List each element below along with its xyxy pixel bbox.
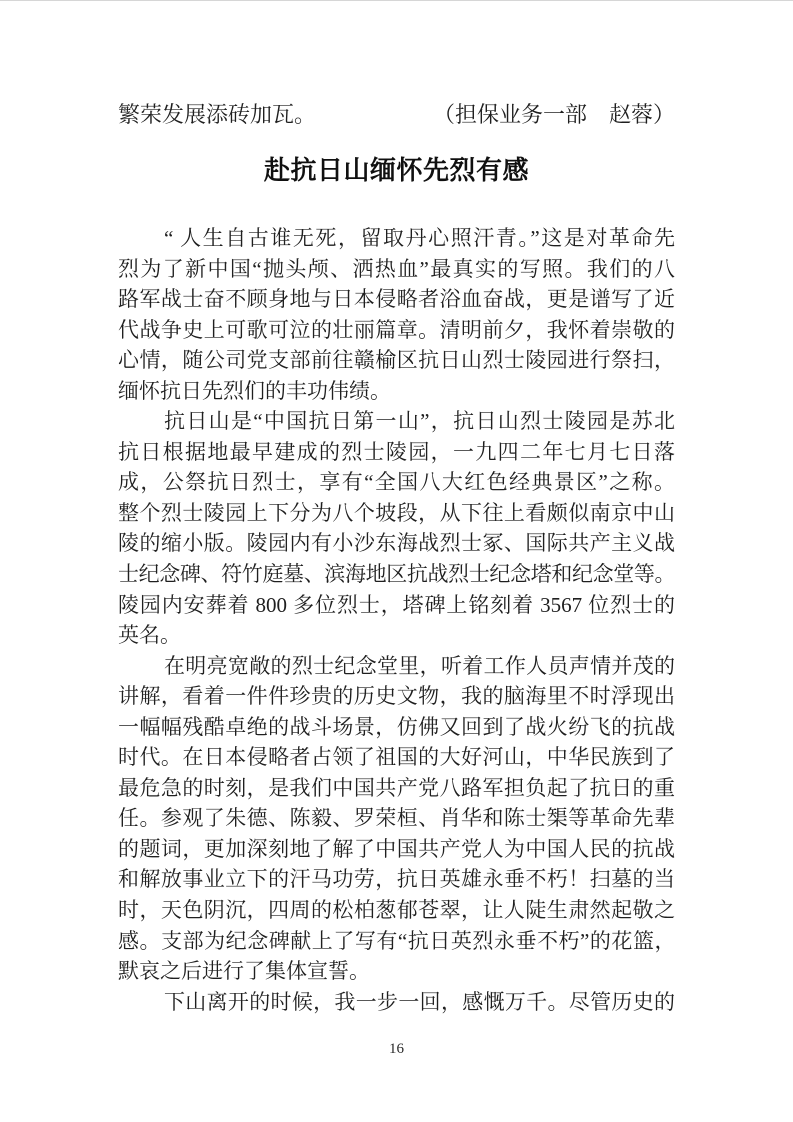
text-line: 下山离开的时候，我一步一回，感慨万千。尽管历史的	[164, 989, 675, 1014]
text-line: 在明亮宽敞的烈士纪念堂里，听着工作人员声情并茂的	[164, 653, 675, 678]
text-line: 抗日山是“中国抗日第一山”，抗日山烈士陵园是苏北	[164, 409, 675, 434]
text-line: 烈为了新中国“抛头颅、洒热血”最真实的写照。我们的八	[118, 256, 675, 281]
text-line: 和解放事业立下的汗马功劳，抗日英雄永垂不朽！扫墓的当	[118, 867, 675, 892]
text-line: 默哀之后进行了集体宣誓。	[118, 959, 370, 984]
author-attribution: （担保业务一部 赵蓉）	[432, 102, 675, 127]
text-line: 路军战士奋不顾身地与日本侵略者浴血奋战，更是谱写了近	[118, 287, 675, 312]
paragraph-2	[118, 406, 675, 650]
text-line: 整个烈士陵园上下分为八个坡段，从下往上看颇似南京中山	[118, 500, 675, 525]
text-line: 感。支部为纪念碑献上了写有“抗日英烈永垂不朽”的花篮，	[118, 928, 675, 953]
text-line: 成，公祭抗日烈士，享有“全国八大红色经典景区”之称。	[118, 470, 675, 495]
page-number: 16	[389, 1041, 404, 1057]
paragraph-1	[118, 223, 675, 406]
text-line: 心情，随公司党支部前往赣榆区抗日山烈士陵园进行祭扫，	[118, 348, 675, 373]
text-line: 讲解，看着一件件珍贵的历史文物，我的脑海里不时浮现出	[118, 684, 675, 709]
text-line: 士纪念碑、符竹庭墓、滨海地区抗战烈士纪念塔和纪念堂等。	[118, 562, 675, 587]
paragraph-4	[118, 987, 675, 1018]
text-line: 最危急的时刻，是我们中国共产党八路军担负起了抗日的重	[118, 775, 675, 800]
text-line: 的题词，更加深刻地了解了中国共产党人为中国人民的抗战	[118, 836, 675, 861]
previous-article-ending-text: 繁荣发展添砖加瓦。	[118, 102, 317, 127]
text-line: 任。参观了朱德、陈毅、罗荣桓、肖华和陈士榘等革命先辈	[118, 806, 675, 831]
text-line: 抗日根据地最早建成的烈士陵园，一九四二年七月七日落	[118, 439, 675, 464]
text-line: 代战争史上可歌可泣的壮丽篇章。清明前夕，我怀着崇敬的	[118, 317, 675, 342]
article-body	[118, 223, 675, 1017]
paragraph-3	[118, 651, 675, 987]
text-line: 陵园内安葬着 800 多位烈士，塔碑上铭刻着 3567 位烈士的	[118, 592, 675, 617]
text-line: 时代。在日本侵略者占领了祖国的大好河山，中华民族到了	[118, 745, 675, 770]
text-line: 陵的缩小版。陵园内有小沙东海战烈士冢、国际共产主义战	[118, 531, 675, 556]
header-row	[118, 100, 675, 130]
text-line: 时，天色阴沉，四周的松柏葱郁苍翠，让人陡生肃然起敬之	[118, 898, 675, 923]
text-line: 一幅幅残酷卓绝的战斗场景，仿佛又回到了战火纷飞的抗战	[118, 714, 675, 739]
text-line: 英名。	[118, 623, 181, 648]
text-line: 缅怀抗日先烈们的丰功伟绩。	[118, 378, 391, 403]
text-line: “ 人生自古谁无死，留取丹心照汗青。”这是对革命先	[164, 226, 675, 250]
article-title: 赴抗日山缅怀先烈有感	[263, 155, 529, 185]
